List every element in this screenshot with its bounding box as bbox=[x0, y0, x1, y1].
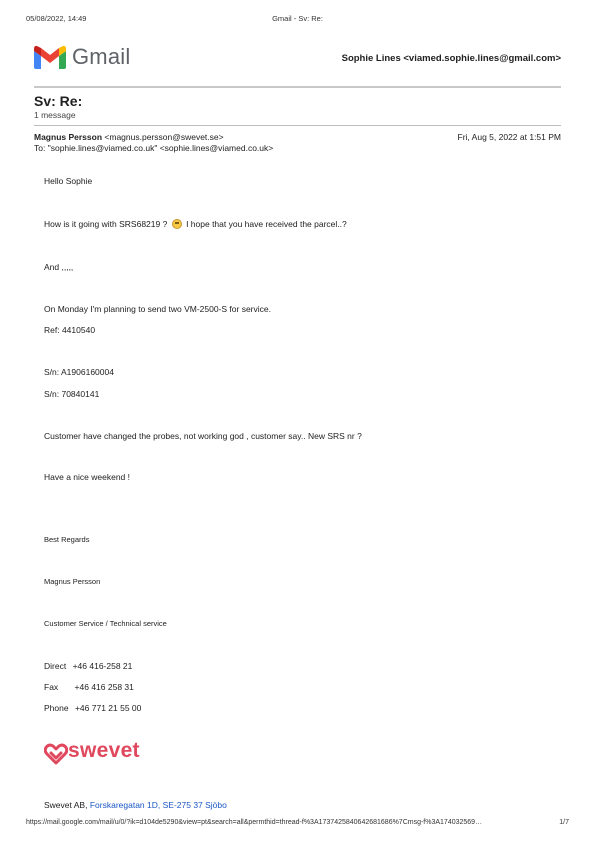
sender-email: <magnus.persson@swevet.se> bbox=[104, 132, 224, 142]
body-line-status-question: How is it going with SRS68219 ? bbox=[44, 219, 168, 229]
message-sender bbox=[34, 132, 224, 142]
smiley-emoji-icon bbox=[172, 219, 182, 229]
direct-label: Direct bbox=[44, 661, 67, 671]
fax-number: +46 416 258 31 bbox=[74, 682, 134, 692]
signature-role: Customer Service / Technical service bbox=[44, 619, 167, 628]
print-url: https://mail.google.com/mail/u/0/?ik=d104de5290&view=pt&search=all&permthid=thread-f%3A1737425840642681686%7Cmsg-f%3A174032569… bbox=[26, 819, 483, 826]
gmail-logo bbox=[34, 43, 134, 71]
body-greeting: Hello Sophie bbox=[44, 176, 93, 186]
signature-direct bbox=[44, 661, 132, 671]
sender-name: Magnus Persson bbox=[34, 132, 103, 142]
direct-number: +46 416-258 21 bbox=[72, 661, 133, 671]
signature-phone bbox=[44, 703, 141, 713]
phone-number: +46 771 21 55 00 bbox=[74, 703, 142, 713]
signature-name: Magnus Persson bbox=[44, 577, 101, 586]
message-divider bbox=[34, 125, 561, 126]
print-title: Gmail - Sv: Re: bbox=[272, 14, 323, 23]
signature-address bbox=[44, 800, 227, 810]
header-divider bbox=[34, 86, 561, 88]
message-recipient: To: "sophie.lines@viamed.co.uk" <sophie.lines@viamed.co.uk> bbox=[34, 143, 274, 153]
body-line-status bbox=[44, 219, 347, 229]
swevet-wordmark: swevet bbox=[68, 739, 140, 762]
heart-icon bbox=[44, 743, 68, 765]
body-line-probes: Customer have changed the probes, not working god , customer say.. New SRS nr ? bbox=[44, 431, 362, 441]
message-count: 1 message bbox=[34, 110, 76, 120]
body-serial-2: S/n: 70840141 bbox=[44, 389, 100, 399]
body-line-status-parcel: I hope that you have received the parcel..? bbox=[186, 219, 347, 229]
gmail-logo-icon bbox=[34, 45, 66, 69]
signature-closing: Best Regards bbox=[44, 535, 90, 544]
body-line-weekend: Have a nice weekend ! bbox=[44, 472, 130, 482]
message-date: Fri, Aug 5, 2022 at 1:51 PM bbox=[457, 132, 561, 142]
fax-label: Fax bbox=[44, 682, 59, 692]
signature-fax bbox=[44, 682, 134, 692]
body-line-and: And ,,,,, bbox=[44, 262, 74, 272]
account-user: Sophie Lines <viamed.sophie.lines@gmail.com> bbox=[341, 53, 561, 64]
phone-label: Phone bbox=[44, 703, 69, 713]
page-number: 1/7 bbox=[559, 819, 569, 826]
swevet-logo bbox=[44, 741, 154, 767]
body-line-plan: On Monday I'm planning to send two VM-2500-S for service. bbox=[44, 304, 271, 314]
thread-subject: Sv: Re: bbox=[34, 93, 83, 109]
gmail-wordmark: Gmail bbox=[72, 44, 131, 69]
address-link[interactable]: Forskaregatan 1D, SE-275 37 Sjöbo bbox=[89, 800, 227, 810]
print-datetime: 05/08/2022, 14:49 bbox=[26, 14, 87, 23]
body-ref: Ref: 4410540 bbox=[44, 325, 96, 335]
body-serial-1: S/n: A1906160004 bbox=[44, 367, 114, 377]
company-name: Swevet AB, bbox=[44, 800, 88, 810]
